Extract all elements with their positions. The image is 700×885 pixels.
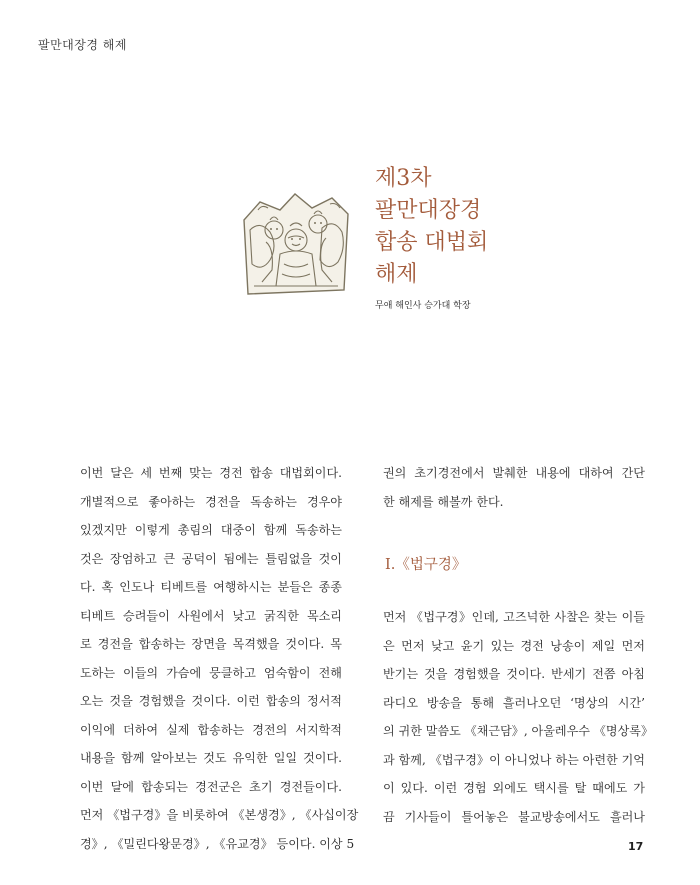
text-line: 경》, 《밀린다왕문경》, 《유교경》 등이다. 이상 5	[80, 836, 355, 851]
text-line: 은 먼저 낮고 윤기 있는 경전 낭송이 제일 먼저	[383, 638, 645, 653]
body-column-right-top	[383, 459, 645, 516]
text-line: 것은 장엄하고 큰 공덕이 됨에는 틀림없을 것이	[80, 551, 342, 566]
section-heading: Ⅰ.《법구경》	[385, 557, 467, 573]
text-line: 다. 혹 인도나 티베트를 여행하시는 분들은 종종	[80, 580, 342, 594]
text-line: 끔 기사들이 틀어놓은 불교방송에서도 흘러나	[383, 809, 645, 824]
running-header: 팔만대장경 해제	[38, 38, 127, 52]
text-line: 먼저 《법구경》인데, 고즈넉한 사찰은 찾는 이들	[383, 610, 645, 624]
text-line: 반기는 것을 경험했을 것이다. 반세기 전쯤 아침	[383, 667, 645, 681]
text-line: 라디오 방송을 통해 흘러나오던 ‘명상의 시간’	[383, 695, 645, 710]
text-line: 이번 달은 세 번째 맞는 경전 합송 대법회이다.	[80, 466, 342, 480]
article-title	[375, 163, 488, 291]
body-column-right-bottom	[383, 603, 654, 831]
author-byline: 무애 해인사 승가대 학장	[375, 301, 471, 311]
title-line: 합송 대법회	[375, 230, 489, 255]
text-line: 오는 것을 경험했을 것이다. 이런 합송의 정서적	[80, 694, 342, 708]
text-line: 먼저 《법구경》을 비롯하여 《본생경》, 《사십이장	[80, 808, 359, 822]
text-line: 티베트 승려들이 사원에서 낮고 굵직한 목소리	[80, 608, 342, 623]
text-line: 이익에 더하여 실제 합송하는 경전의 서지학적	[80, 722, 342, 737]
text-line: 개별적으로 좋아하는 경전을 독송하는 경우야	[80, 494, 342, 509]
text-line: 있겠지만 이렇게 총림의 대중이 함께 독송하는	[80, 523, 342, 537]
text-line: 로 경전을 합송하는 장면을 목격했을 것이다. 목	[80, 637, 342, 651]
buddha-relief-illustration	[240, 190, 352, 298]
text-line: 권의 초기경전에서 발췌한 내용에 대하여 간단	[383, 466, 645, 480]
text-line: 내용을 함께 알아보는 것도 유익한 일일 것이다.	[80, 751, 342, 765]
title-line: 제3차	[375, 166, 432, 191]
title-line: 해제	[375, 262, 418, 287]
text-line: 이 있다. 이런 경험 외에도 택시를 탈 때에도 가	[383, 781, 645, 795]
text-line: 한 해제를 해볼까 한다.	[383, 494, 504, 509]
text-line: 의 귀한 말씀도 《채근담》, 아울레우수 《명상록》	[383, 724, 654, 738]
text-line: 이번 달에 합송되는 경전군은 초기 경전들이다.	[80, 779, 342, 794]
text-line: 과 함께, 《법구경》이 아니었나 하는 아련한 기억	[383, 752, 645, 767]
page-number: 17	[628, 840, 644, 853]
text-line: 도하는 이들의 가슴에 뭉클하고 엄숙함이 전해	[80, 665, 342, 680]
title-line: 팔만대장경	[375, 198, 482, 223]
body-column-left	[80, 459, 359, 858]
